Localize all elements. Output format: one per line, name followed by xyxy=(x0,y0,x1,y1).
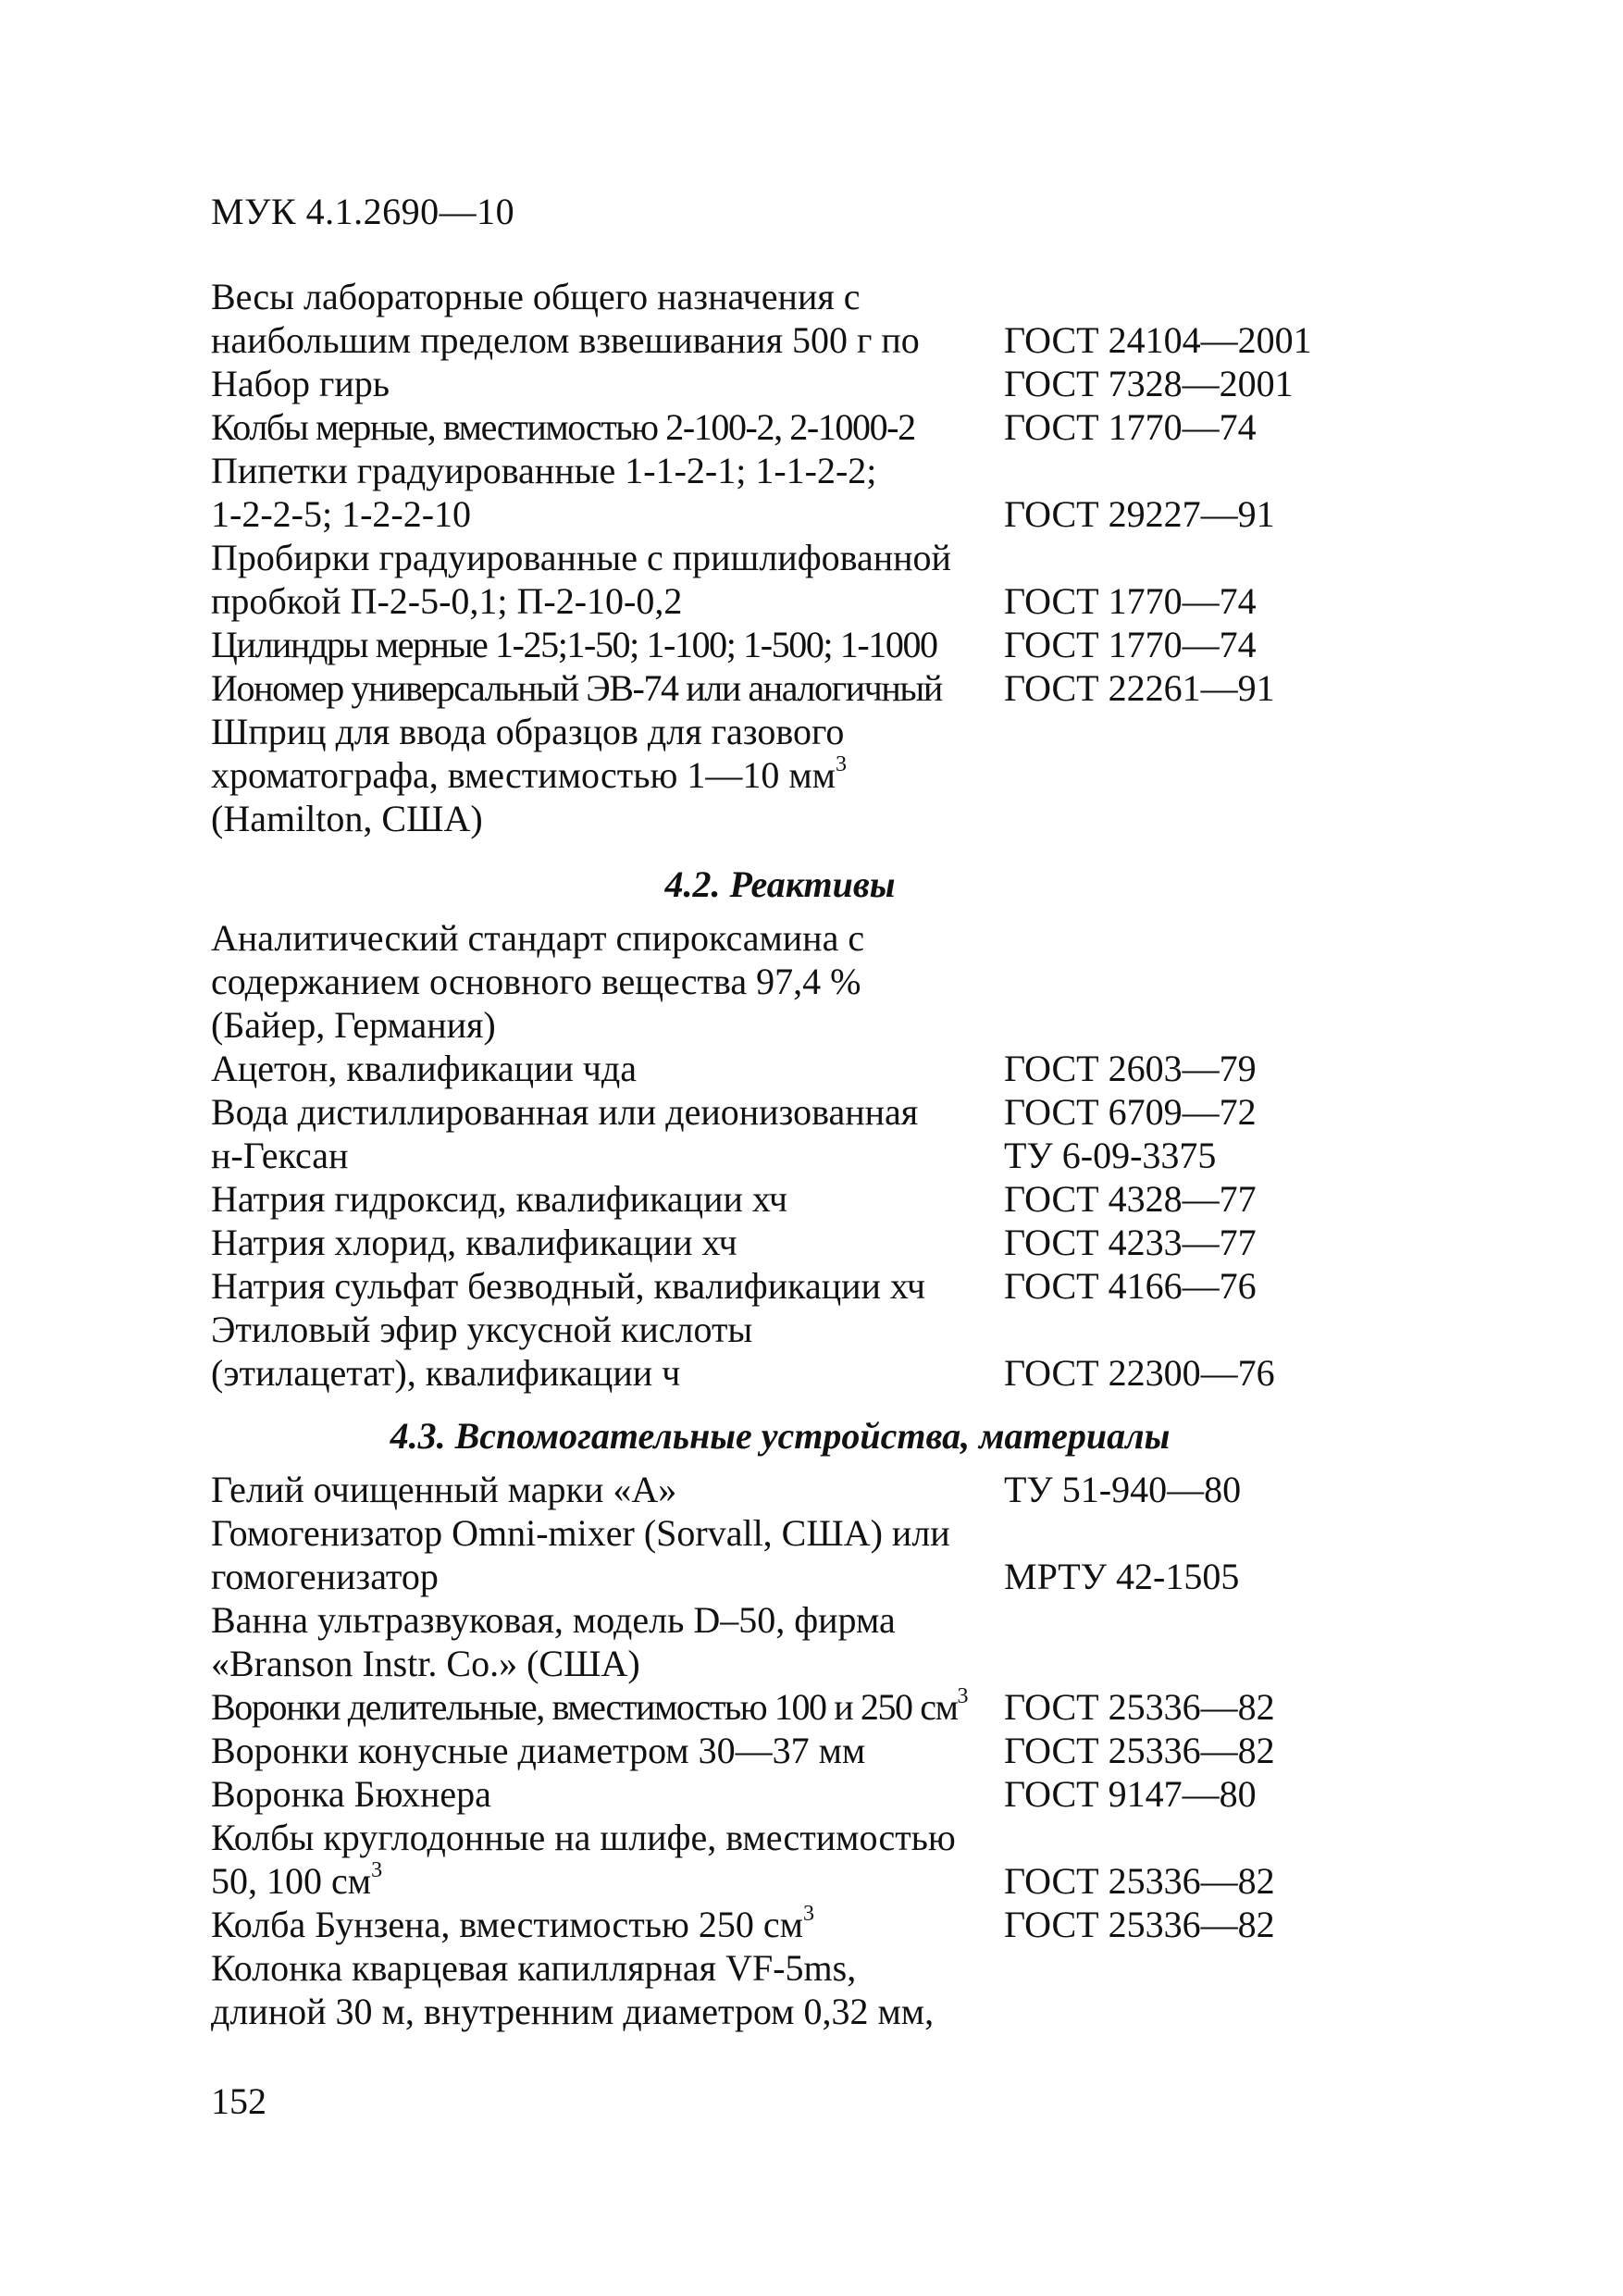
item-standard: ГОСТ 25336—82 xyxy=(1004,1730,1275,1771)
item-standard: ГОСТ 6709—72 xyxy=(1004,1091,1257,1133)
list-item xyxy=(211,1221,1349,1264)
item-name: Гелий очищенный марки «А» xyxy=(211,1469,677,1510)
item-name xyxy=(211,1685,1004,1729)
equipment-list xyxy=(211,275,1349,840)
list-item xyxy=(211,1816,1349,1903)
list-item xyxy=(211,1946,1349,2033)
section-heading-reagents: 4.2. Реактивы xyxy=(664,863,896,905)
item-name-text: Шприц для ввода образцов для газового хроматографа, вместимостью 1—10 мм xyxy=(211,711,845,796)
list-item xyxy=(211,710,1349,840)
item-name: Аналитический стандарт спироксамина с содержанием основного вещества 97,4 % (Байер, Германия) xyxy=(211,917,865,1046)
list-item xyxy=(211,1177,1349,1221)
item-name: Воронка Бюхнера xyxy=(211,1773,491,1815)
item-standard: ГОСТ 24104—2001 xyxy=(1004,319,1312,361)
item-standard: ГОСТ 29227—91 xyxy=(1004,493,1275,535)
auxiliary-list xyxy=(211,1468,1349,2033)
item-name: Натрия сульфат безводный, квалификации хч xyxy=(211,1265,926,1307)
item-standard: ГОСТ 4328—77 xyxy=(1004,1178,1257,1220)
item-name: Набор гирь xyxy=(211,363,390,404)
list-item xyxy=(211,1264,1349,1308)
item-name-tail: (Hamilton, США) xyxy=(211,798,483,839)
reagents-list xyxy=(211,916,1349,1395)
item-name: Пипетки градуированные 1-1-2-1; 1-1-2-2; 1-2-2-5; 1-2-2-10 xyxy=(211,450,877,535)
item-name: Колбы мерные, вместимостью 2-100-2, 2-1000-2 xyxy=(211,406,915,448)
item-name: Цилиндры мерные 1-25;1-50; 1-100; 1-500; 1-1000 xyxy=(211,624,937,665)
item-name: Иономер универсальный ЭВ-74 или аналогичный xyxy=(211,667,942,709)
list-item xyxy=(211,362,1349,405)
item-standard: ГОСТ 25336—82 xyxy=(1004,1904,1275,1945)
list-item xyxy=(211,1511,1349,1598)
list-item xyxy=(211,1134,1349,1177)
item-name: Пробирки градуированные с пришлифованной пробкой П-2-5-0,1; П-2-10-0,2 xyxy=(211,537,951,622)
item-standard: ГОСТ 9147—80 xyxy=(1004,1773,1257,1815)
item-name-text: Колба Бунзена, вместимостью 250 см xyxy=(211,1904,803,1945)
page-header: МУК 4.1.2690—10 xyxy=(211,191,515,232)
list-item xyxy=(211,1772,1349,1816)
list-item xyxy=(211,1047,1349,1090)
superscript: 3 xyxy=(957,1684,968,1708)
item-standard: ГОСТ 1770—74 xyxy=(1004,580,1257,622)
list-item xyxy=(211,1308,1349,1395)
item-standard: ГОСТ 22261—91 xyxy=(1004,667,1275,709)
superscript: 3 xyxy=(371,1858,383,1882)
list-item xyxy=(211,449,1349,536)
list-item xyxy=(211,1468,1349,1511)
list-item xyxy=(211,1598,1349,1685)
list-item xyxy=(211,666,1349,710)
list-item xyxy=(211,1903,1349,1946)
item-standard: ГОСТ 7328—2001 xyxy=(1004,363,1294,404)
item-name-text: Колбы круглодонные на шлифе, вместимостью 50, 100 см xyxy=(211,1817,956,1902)
item-standard: ГОСТ 1770—74 xyxy=(1004,406,1257,448)
item-name: Ацетон, квалификации чда xyxy=(211,1048,638,1089)
item-standard: ГОСТ 25336—82 xyxy=(1004,1860,1275,1902)
list-item xyxy=(211,536,1349,623)
list-item xyxy=(211,275,1349,362)
list-item xyxy=(211,1685,1349,1729)
item-name: Колонка кварцевая капиллярная VF-5ms, длиной 30 м, внутренним диаметром 0,32 мм, xyxy=(211,1947,935,2032)
item-name: Гомогенизатор Omni-mixer (Sorvall, США) или гомогенизатор xyxy=(211,1512,950,1597)
item-standard: ГОСТ 4166—76 xyxy=(1004,1265,1257,1307)
list-item xyxy=(211,1729,1349,1772)
list-item xyxy=(211,1090,1349,1134)
item-name: Ванна ультразвуковая, модель D–50, фирма «Branson Instr. Co.» (США) xyxy=(211,1599,896,1684)
item-name: н-Гексан xyxy=(211,1135,349,1176)
item-standard: ГОСТ 22300—76 xyxy=(1004,1352,1275,1394)
item-standard: ГОСТ 2603—79 xyxy=(1004,1048,1257,1089)
item-standard: ГОСТ 1770—74 xyxy=(1004,624,1257,665)
superscript: 3 xyxy=(835,752,847,776)
item-standard: МРТУ 42-1505 xyxy=(1004,1556,1240,1597)
superscript: 3 xyxy=(802,1902,814,1926)
item-name: Натрия гидроксид, квалификации хч xyxy=(211,1178,788,1220)
item-standard: ГОСТ 4233—77 xyxy=(1004,1222,1257,1263)
item-name-text: Воронки делительные, вместимостью 100 и 250 см xyxy=(211,1686,958,1728)
item-name: Натрия хлорид, квалификации хч xyxy=(211,1222,737,1263)
item-standard: ГОСТ 25336—82 xyxy=(1004,1686,1275,1728)
item-name xyxy=(211,1903,1004,1946)
item-standard: ТУ 51-940—80 xyxy=(1004,1469,1242,1510)
item-name: Весы лабораторные общего назначения с наибольшим пределом взвешивания 500 г по xyxy=(211,276,920,361)
item-name: Этиловый эфир уксусной кислоты (этилацетат), квалификации ч xyxy=(211,1309,753,1394)
item-name: Вода дистиллированная или деионизованная xyxy=(211,1091,919,1133)
item-name xyxy=(211,1816,1004,1903)
item-name xyxy=(211,710,1004,840)
list-item xyxy=(211,916,1349,1047)
item-standard: ТУ 6-09-3375 xyxy=(1004,1135,1217,1176)
list-item xyxy=(211,405,1349,449)
section-heading-auxiliary: 4.3. Вспомогательные устройства, материалы xyxy=(390,1415,1171,1457)
list-item xyxy=(211,623,1349,666)
item-name: Воронки конусные диаметром 30—37 мм xyxy=(211,1730,866,1771)
page-number: 152 xyxy=(211,2080,266,2122)
